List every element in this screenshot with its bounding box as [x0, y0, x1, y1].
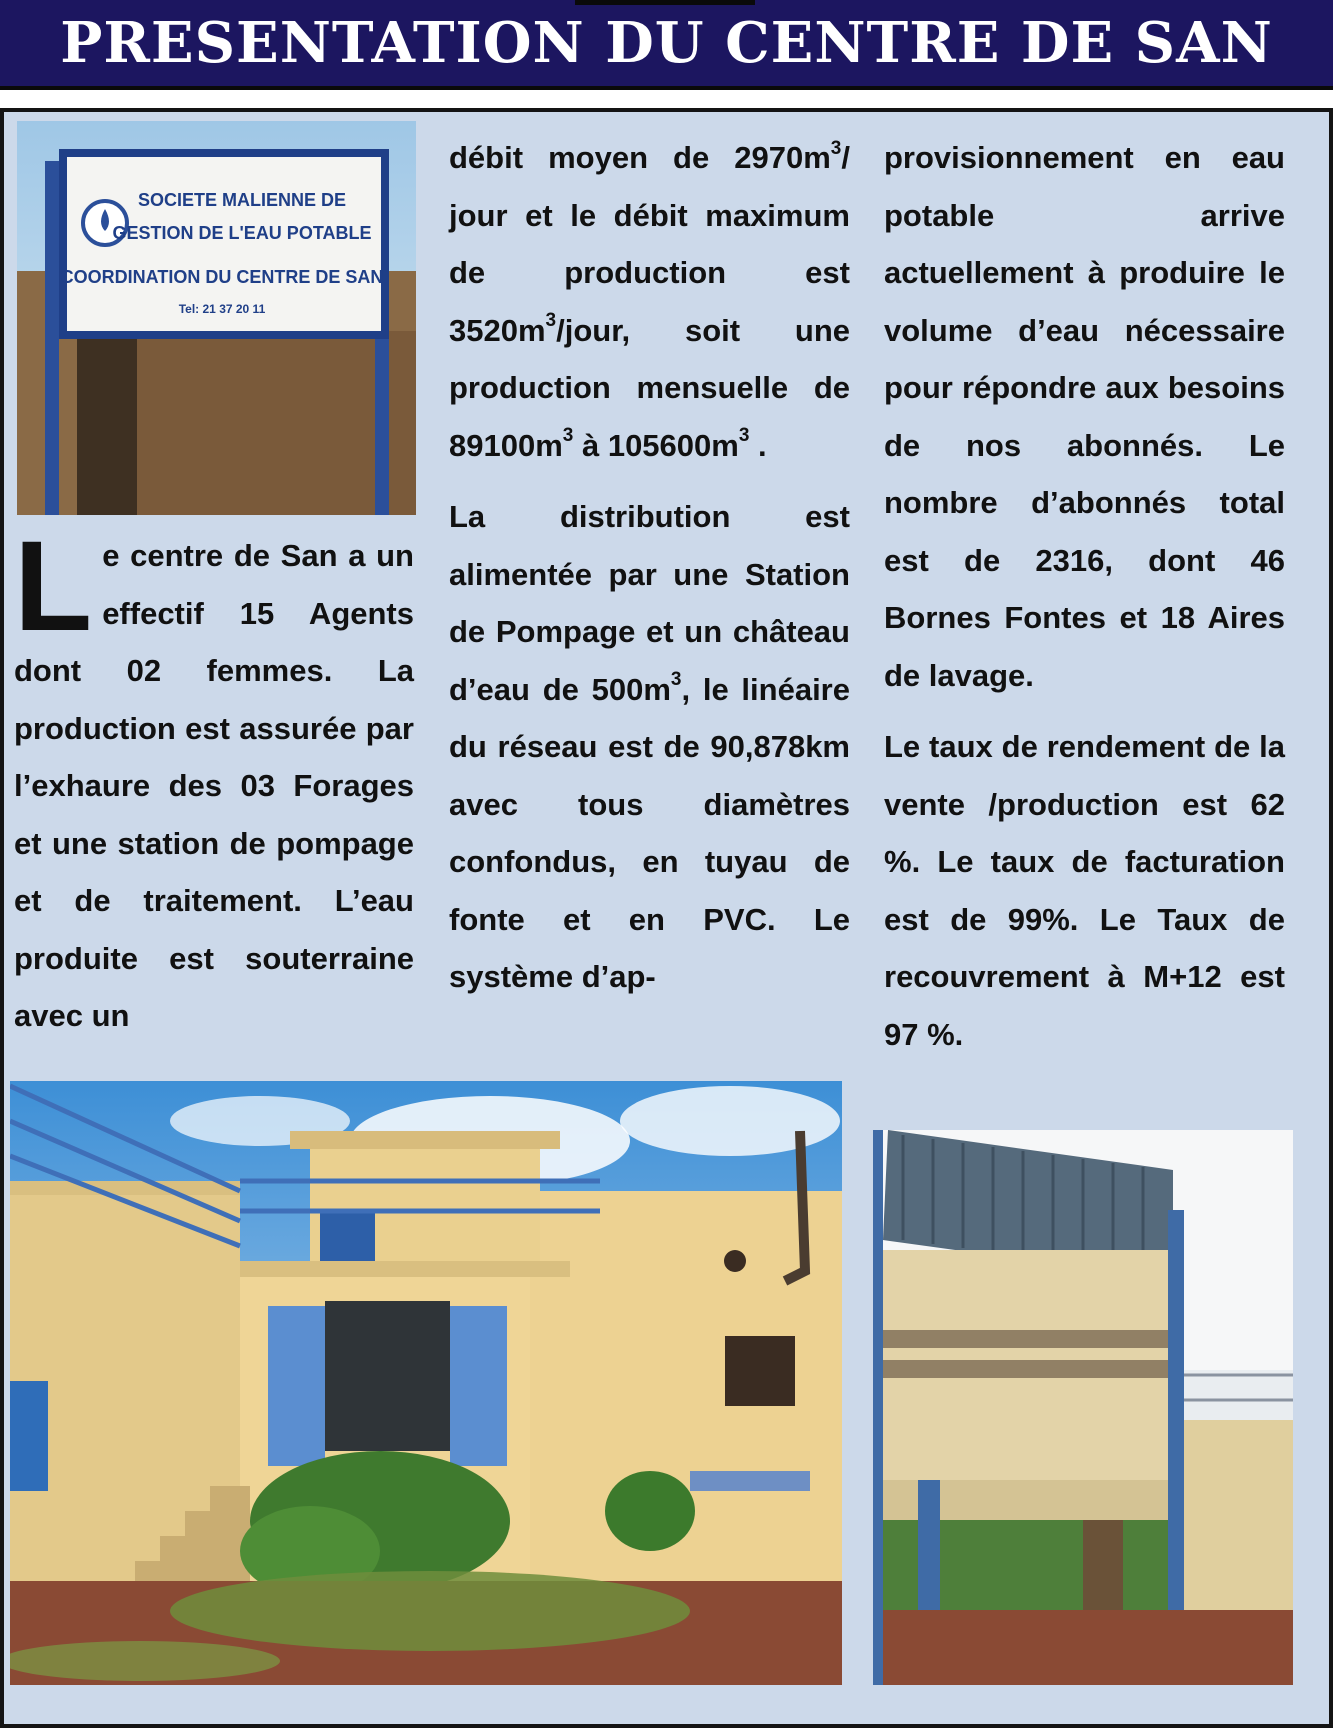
- column-3-paragraph-2: Le taux de rendement de la vente /production est 62 %. Le taux de facturation est de 99%. Le Taux de recouvrement à M+12 est 97 %.: [884, 729, 1285, 1052]
- sign-line3: COORDINATION DU CENTRE DE SAN: [60, 267, 384, 287]
- sign-line1: SOCIETE MALIENNE DE: [137, 190, 347, 210]
- header-banner: [0, 0, 1333, 90]
- column-3-paragraph-1: provisionnement en eau potable arrive actuellement à produire le volume d’eau nécessaire pour répondre aux besoins de nos abonnés. Le nombre d’abonnés total est de 2316, dont 46 Bornes Fontes et 18 Aires de lavage.: [884, 140, 1285, 693]
- sign-line2: GESTION DE L'EAU POTABLE: [112, 223, 372, 243]
- column-2-paragraph-2: La distribution est alimentée par une Station de Pompage et un château d’eau de $500m^3$, le linéaire du réseau est de 90,878km avec tous diamètres confondus, en tuyau de fonte et en PVC. Le système d’ap-: [449, 499, 850, 994]
- drop-cap: L: [14, 515, 93, 658]
- article-column-1: [14, 515, 414, 1059]
- water-tower-photo: [873, 1130, 1293, 1685]
- signboard-photo: [17, 121, 416, 515]
- column-1-text: e centre de San a un effectif 15 Agents dont 02 femmes. La production est assurée par l’exhaure des 03 Forages et une station de pompage et de traitement. L’eau produite est souterraine avec un: [14, 538, 414, 1033]
- page-title: PRESENTATION DU CENTRE DE SAN: [60, 10, 1273, 76]
- banner-notch: [575, 0, 755, 5]
- pumping-station-photo: [10, 1081, 842, 1685]
- article-column-2: [449, 129, 850, 1020]
- article-column-3: [884, 129, 1285, 1077]
- column-2-paragraph-1: débit moyen de $2970m^3/$ jour et le débit maximum de production est $3520m^3$/jour, soit une production mensuelle de $89100m^3$ à $105600m^3$ .: [449, 137, 850, 463]
- sign-line4: Tel: 21 37 20 11: [178, 302, 266, 316]
